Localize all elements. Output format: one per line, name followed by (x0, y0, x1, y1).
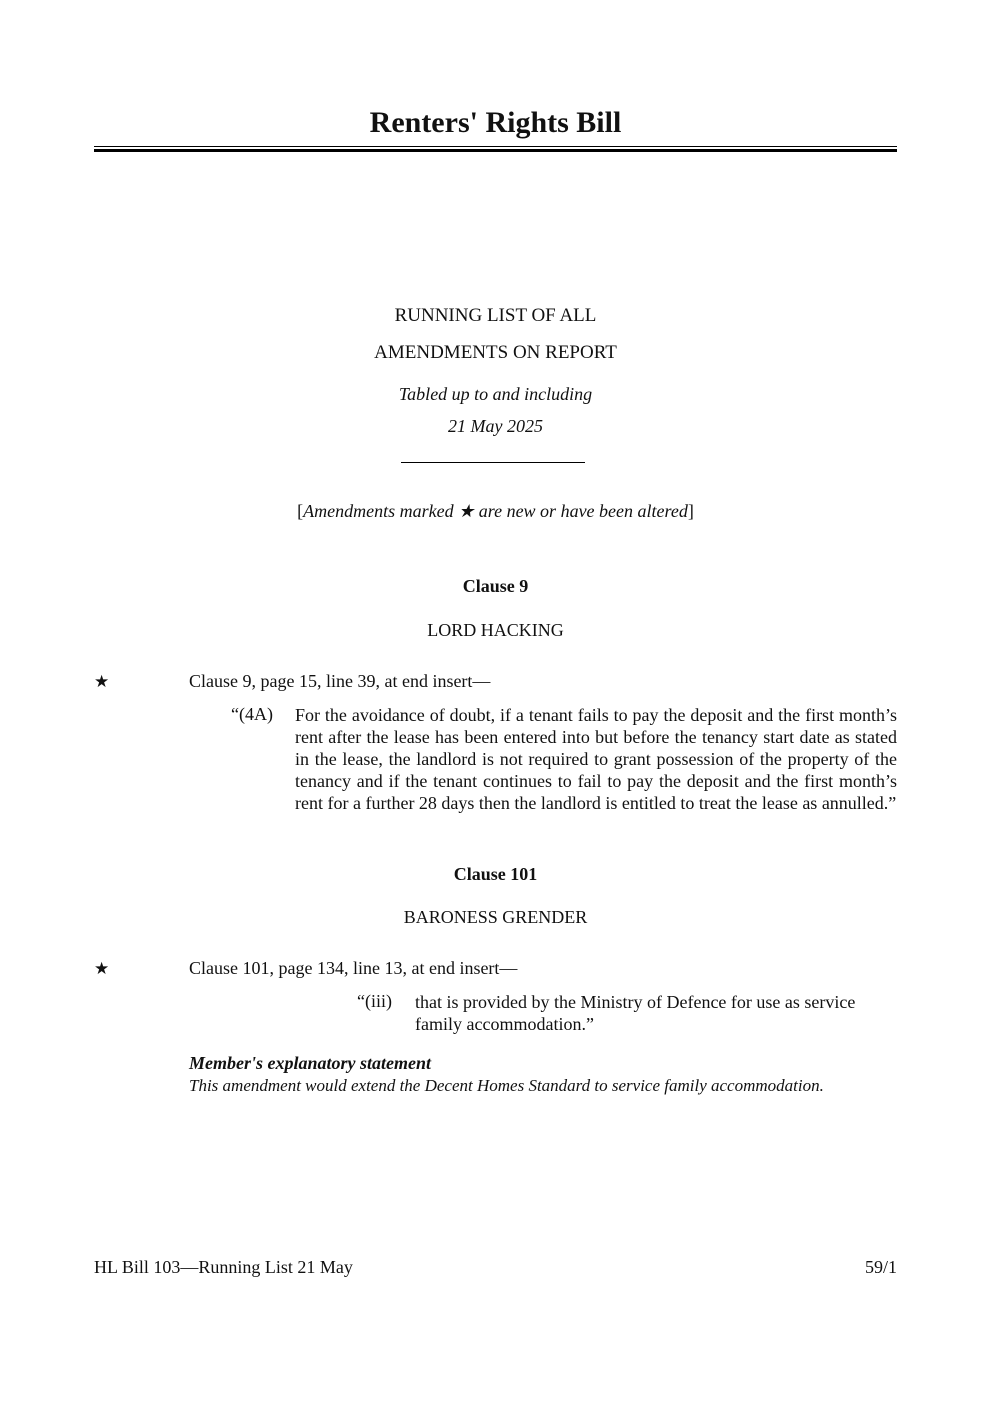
section-divider (401, 462, 585, 463)
insert-label: “(4A) (231, 704, 273, 724)
insert-text: For the avoidance of doubt, if a tenant fails to pay the deposit and the first month’s rent after the lease has been entered into but before the tenancy start date as stated in the lease, the landlord is not required to grant possession of the property of the tenancy and if the tenant continues to fail to pay the deposit and the first month’s rent for a further 28 days then the landlord is entitled to treat the lease as annulled.” (295, 705, 897, 813)
amendment-instruction: Clause 9, page 15, line 39, at end insert— (189, 671, 491, 691)
heading-line-1: RUNNING LIST OF ALL (394, 305, 597, 326)
footer-bill-reference: HL Bill 103—Running List 21 May (94, 1257, 353, 1277)
title-rule-thin (94, 146, 897, 147)
amendment-marker-note: [Amendments marked ★ are new or have been altered] (297, 501, 694, 521)
explanatory-heading: Member's explanatory statement (189, 1053, 431, 1073)
clause-heading: Clause 101 (453, 864, 538, 884)
tabled-line-1: Tabled up to and including (398, 384, 593, 404)
footer-page-number: 59/1 (864, 1257, 897, 1277)
clause-heading: Clause 9 (462, 576, 529, 596)
member-name: BARONESS GRENDER (403, 907, 588, 927)
member-name: LORD HACKING (427, 620, 564, 640)
tabled-date: 21 May 2025 (448, 416, 543, 436)
note-text: Amendments marked ★ are new or have been altered (303, 501, 688, 521)
bill-title: Renters' Rights Bill (369, 106, 622, 139)
amendment-instruction: Clause 101, page 134, line 13, at end insert— (189, 958, 518, 978)
title-rule-thick (94, 149, 897, 152)
heading-line-2: AMENDMENTS ON REPORT (374, 342, 617, 363)
explanatory-text: This amendment would extend the Decent Homes Standard to service family accommodation. (189, 1076, 824, 1095)
star-icon: ★ (94, 959, 110, 978)
insert-text: that is provided by the Ministry of Defence for use as service family accommodation.” (415, 992, 856, 1034)
star-icon: ★ (94, 672, 110, 691)
insert-label: “(iii) (357, 991, 392, 1011)
